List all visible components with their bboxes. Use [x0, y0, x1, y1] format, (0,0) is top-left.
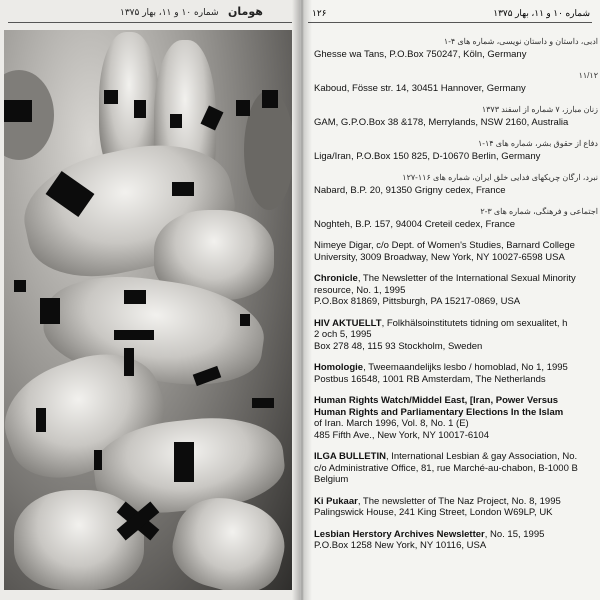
photo-collage: [4, 30, 292, 590]
publication-entry: [314, 318, 598, 353]
censor-bar: [134, 100, 146, 118]
publication-entry: [314, 529, 598, 552]
entry-line: resource, No. 1, 1995: [314, 284, 406, 296]
censor-bar: [14, 280, 26, 292]
entry-title: Human Rights Watch/Middel East, [Iran, Power Versus: [314, 395, 559, 406]
publication-entry: [314, 104, 598, 128]
entry-heading-line: [314, 496, 598, 508]
entry-description: , The Newsletter of the International Sexual Minority: [357, 273, 576, 284]
entry-title: Lesbian Herstory Archives Newsletter: [314, 528, 485, 540]
entry-line: of Iran. March 1996, Vol. 8, No. 1 (E): [314, 418, 469, 429]
censor-bar: [172, 182, 194, 196]
censor-bar: [124, 290, 146, 304]
entry-farsi-note: زنان مبارز، ۷ شماره از اسفند ۱۳۷۳: [481, 105, 598, 114]
publication-entry: [314, 496, 598, 519]
entry-line: Ghesse wa Tans, P.O.Box 750247, Köln, Germany: [314, 48, 527, 60]
entry-line: GAM, G.P.O.Box 38 &178, Merrylands, NSW 2160, Australia: [314, 116, 569, 128]
entry-line: Kaboud, Fösse str. 14, 30451 Hannover, Germany: [314, 82, 526, 94]
publication-entry: [314, 206, 598, 230]
entry-description: , International Lesbian & gay Association, No.: [385, 451, 578, 462]
entry-line: 485 Fifth Ave., New York, NY 10017-6104: [314, 429, 489, 441]
journal-title: هومان: [228, 5, 263, 18]
right-page: [300, 0, 600, 600]
publication-entry: [314, 395, 598, 441]
censor-bar: [40, 298, 60, 324]
publication-entry: [314, 362, 598, 385]
entry-farsi-note: نبرد، ارگان چریکهای فدایی خلق ایران، شماره های ۱۱۶-۱۲۷: [402, 173, 598, 182]
censor-bar: [36, 408, 46, 432]
entry-farsi-note: ۱۱/۱۲: [578, 71, 598, 80]
publication-entry: [314, 70, 598, 94]
entry-farsi-note: ادبی، داستان و داستان نویسی، شماره های ۴-۱: [443, 37, 598, 46]
entry-title: ILGA BULLETIN: [314, 451, 386, 462]
entry-title: Homologie: [314, 362, 364, 373]
entry-title: Ki Pukaar: [314, 495, 358, 507]
entry-description: , The newsletter of The Naz Project, No. 8, 1995: [357, 495, 561, 507]
entry-heading-line: [314, 451, 598, 463]
censor-bar: [124, 348, 134, 376]
censor-bar: [94, 450, 102, 470]
censor-bar: [236, 100, 250, 116]
left-issue-line: شماره ۱۰ و ۱۱، بهار ۱۳۷۵: [120, 8, 219, 18]
entry-description: , Tweemaandelijks lesbo / homoblad, No 1, 1995: [363, 362, 568, 373]
entry-description: , Folkhälsoinstitutets tidning om sexualitet, h: [381, 317, 568, 329]
entry-heading-line: [314, 529, 598, 541]
entry-line: P.O.Box 81869, Pittsburgh, PA 15217-0869, USA: [314, 296, 521, 307]
publication-entry: [314, 273, 598, 308]
censor-bar: [4, 100, 32, 122]
right-issue-line: شماره ۱۰ و ۱۱، بهار ۱۳۷۵: [493, 8, 590, 18]
entry-line: P.O.Box 1258 New York, NY 10116, USA: [314, 540, 487, 551]
entry-line: University, 3009 Broadway, New York, NY 10027-6598 USA: [314, 251, 565, 263]
publication-entry: [314, 138, 598, 162]
entry-line: Box 278 48, 115 93 Stockholm, Sweden: [314, 340, 483, 352]
entry-line: Liga/Iran, P.O.Box 150 825, D-10670 Berlin, Germany: [314, 150, 541, 162]
collage-shadow: [244, 90, 292, 210]
censor-bar: [252, 398, 274, 408]
page-number: ۱۲۶: [312, 8, 327, 18]
entry-line: Noghteh, B.P. 157, 94004 Creteil cedex, France: [314, 218, 516, 230]
entry-heading-line: [314, 318, 598, 330]
entry-title: HIV AKTUELLT: [314, 317, 382, 329]
publication-entry: [314, 36, 598, 60]
entry-heading-line: [314, 362, 598, 374]
entry-title: Chronicle: [314, 273, 358, 284]
censor-bar: [174, 442, 194, 482]
entry-heading-line: [314, 395, 598, 407]
entry-farsi-note: دفاع از حقوق بشر، شماره های ۱۴-۱: [477, 139, 598, 148]
publication-entry: [314, 451, 598, 486]
right-header-rule: [308, 22, 592, 23]
entry-line: Postbus 16548, 1001 RB Amsterdam, The Netherlands: [314, 373, 546, 385]
censor-bar: [240, 314, 250, 326]
entry-line: Nimeye Digar, c/o Dept. of Women's Studies, Barnard College: [314, 240, 575, 251]
entry-line: c/o Administrative Office, 81, rue Marché-au-chabon, B-1000 B: [314, 462, 578, 474]
entry-line: Belgium: [314, 474, 349, 485]
entry-farsi-note: اجتماعی و فرهنگی، شماره های ۳-۲: [480, 207, 598, 216]
entry-heading-line: [314, 273, 598, 285]
left-header-rule: [8, 22, 292, 23]
entry-line: 2 och 5, 1995: [314, 329, 372, 340]
censor-bar: [114, 330, 154, 340]
censor-bar: [262, 90, 278, 108]
censor-bar: [170, 114, 182, 128]
publication-entry: [314, 172, 598, 196]
censor-bar: [104, 90, 118, 104]
entry-description: , No. 15, 1995: [484, 528, 545, 540]
publication-list: [314, 36, 598, 562]
publication-entry: [314, 240, 598, 263]
entry-line: Palingswick House, 241 King Street, London W69LP, UK: [314, 507, 553, 518]
book-gutter: [292, 0, 312, 600]
entry-line: Nabard, B.P. 20, 91350 Grigny cedex, France: [314, 184, 506, 196]
entry-line: Human Rights and Parliamentary Elections In the Islam: [314, 406, 564, 418]
